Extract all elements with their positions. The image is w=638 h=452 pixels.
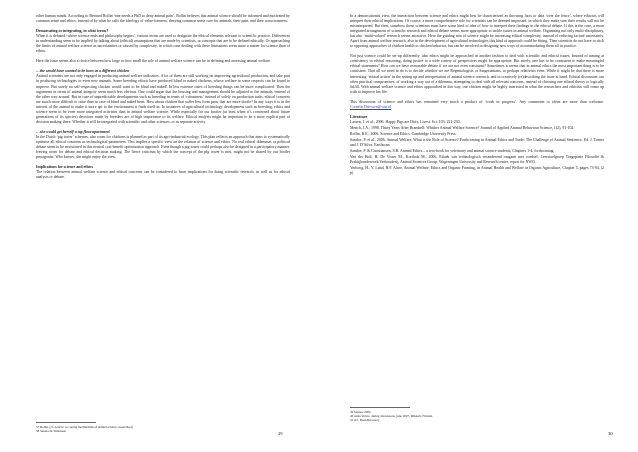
reference-item: Mench, J.A., 1998, Thirty Years After Brambell: Whither Animal Welfare Science? Journal of Applied Animal Behaviour Science, 1(2), 91-102. — [350, 125, 575, 130]
footnote: 41 [Cf. BookDeGroot] — [350, 418, 379, 423]
right-footnotes — [350, 407, 604, 423]
reference-item: Sandoe, P. et al., 2006, Animal Welfare, What is the Role of Science? Forthcoming in Animal Ethics and Trade: The Challenge of Animal Sentience, Ed. J. Turner and J. D’Silva, Earthscan. — [350, 137, 604, 148]
section-heading: Demarcating or integrating, in what terms? — [36, 29, 109, 34]
page-number: 30 — [608, 431, 613, 436]
footnote-rule — [350, 407, 410, 408]
footnote: 40 Anna Valros, during discussions, june 2007, Mikkeli, Finland. — [350, 414, 433, 419]
paragraph: Animal scientists are not only engaged in producing animal welfare indicators. A lot of them are still working on improving agricultural production, and take part in producing technologies or even new animals. Some breeding efforts have produced blind or naked chickens, whose welfare in some respects can be found to improve. But surely no self-respecting chicken would want to be blind and naked! In less extreme cases of breeding things can be more complicated. Then the arguments in terms of animal integrity seem much less obvious. One could argue that the housing and management should be adjusted to the animals, instead of the other way around. But in case of unpredictable developments such as breeding in terms of ‘robustness’ instead of solely on production traits, ethical concerns are much more difficult to raise than in case of blind and naked hens. How about chicken that suffer less from pain, that are more docile? In any ways it is in the interest of the animal to make it more apt to the environment it finds itself in. In instances of agricultural technology development such as breeding, ethics and science seem to be even more integrated activities than in animal welfare science. While especially for our broiler (at least when it’s concerned about future generations of its species) decisions made by breeders are of high importance to its welfare. Ethical analysis might be important to be a more explicit part of decision making there. Whether it will be integrated with scientific and other sciences, or as separate activity. — [36, 74, 290, 124]
left-footnotes — [36, 422, 290, 433]
section-heading: …she would get herself a top floor apartment! — [36, 129, 111, 134]
reference-item: Verhoog, H., V. Lund, H.F. Alroe, Animal Welfare, Ethics and Organic Farming, in Animal Health and Welfare in Organic Agriculture, Chapter 5, pages 73-94, (2 p) — [350, 166, 604, 176]
reference-item: Van der Bolt, H. De Visser M., Korthals M., 2006, Ethiek van technologisch veranderend omgaan met voedsel. Leerstoelgroep Toegepaste Filosofie & Praktijkonderzoek Veehouderij, Animal Sciences Group, Wageningen University and Research center, report for NWO. — [350, 155, 604, 165]
paragraph — [350, 100, 604, 110]
paragraph: other human minds. According to Bernard Rollin ‘one needs a PhD to deny animal pain’. Rollin believes that animal science should be informed and motivated by common sense and ethics, instead of by what he calls the ideology of value-freeness, denying common sense care for animals, their pain, and their consciousness. — [36, 14, 290, 24]
literature-heading: Literature — [350, 114, 368, 119]
paragraph: The relation between animal welfare science and ethical concerns can be considered to have implications for doing scientific research, as well as for ethical analysis or debate. — [36, 170, 290, 180]
right-page — [319, 0, 638, 452]
section-heading: …the would have wanted to be born as a different chicken — [36, 69, 130, 74]
paragraph: When it is debated ‘where science ends and philosophy begins’, various terms are used to designate the ethical elements relevant to scientific practice. Differences in understanding seem to be implied by talking about (ethical) assumptions that are made by scientists, or concepts that are to be defined ethically. Or approaching the limits of animal welfare science as uncertainties or caused by complexity, in which case dealing with these limitations seem more a matter for science than of ethics. — [36, 34, 290, 54]
footnote-rule — [36, 422, 96, 423]
contact-email-link[interactable]: Cornelis.Driessen@wur.nl — [350, 104, 392, 109]
footnote: 37 Rollin, (cf. Article: as coping mechanisms of animal science researchers) — [36, 425, 134, 429]
reference-item: Lassen, J. et al., 2006, Happy Pigs are Dirty, Livest. Sci. 103: 221-230. — [350, 119, 461, 124]
reference-item: Sandoe, P. & Christiansen, S.B. Animal Ethics – a text-book for veterinary and animal science students, Chapters 1-4, forthcoming. — [350, 149, 555, 154]
footnote: 38 Sandoe & Simonsen — [36, 429, 67, 434]
page-number: 29 — [278, 431, 283, 436]
footnote: 39 Sandoe 2006 — [350, 410, 371, 414]
reference-list — [350, 120, 604, 176]
paragraph: Here the issue seems also a choice between how large or how small the role of animal welfare science can be in defining and assessing animal welfare. — [36, 59, 271, 64]
paragraph: In a demarcationist view, the interaction between science and ethics might best be characterized as throwing facts or data ‘over the fence’, where ethicists will interpret their ethical implications. Of course, a more comprehensive role for scientists can be deemed important, in which they make sure their results will not be misinterpreted. But then, somehow these scientists must have some kind of idea of how to interpret their findings in the ethical debate. If this is the case, a more integrated arrangement of scientific research and ethical debate seems more appropriate to tackle issues in animal welfare. Organizing not only multi-disciplinary, but also ‘multi-valued’ research seems attractive. Here the guiding aim of science might be increasing ethical complexity, instead of reducing factual uncertainty. Apart from animal welfare research, also in the development of agricultural technologies this kind of approach could be fitting. Then scientists do not have to stick to opposing approaches of chicken health to chicken behavior, but can be involved in designing new ways of accommodating them all in practice. — [350, 14, 604, 49]
paragraph: In the Dutch ‘pig tower’ schemes, also room for chickens is planned as part of its agri-industrial ecology. This plan reflects an approach that aims to systematically optimise all ethical concerns as technological parameters. This implies a specific view on the relation of science and ethics. No real ethical dilemmas or political debate seem to be envisioned in this neutral cost-benefit optimisation approach. Even though a pig tower could perhaps also be designed in a participatory manner, leaving room for debate and ethical decision making. The fierce criticism by which the concept of the pig tower is met, might not be shared by our broiler protagonist. Who knows, she might enjoy the view. — [36, 134, 290, 160]
paragraph: Not just science could be set-up differently; also ethics might be approached in another fashion to deal with scientific and ethical issues. Instead of aiming at consistency in ethical reasoning, doing justice to a wide variety of perspectives might be appropriate. But surely, one has to be consistent to make meaningful ethical statements? How can we have reasonable debate if we are not even consistent? Sometimes it seems that in animal ethics the most important thing is to be consistent. That all we need to do is to decide whether we are Regentologists or Singerianians, or perhaps relativists even. While it might be that there is more interesting ‘ethical action’ in the setting up and interpretation of animal science research, and in creatively (re)describing the issue at hand. Ethical discussion can often practical compromises, of working a way out of a dilemma, attempting to deal with all relevant concerns, instead of choosing one ethical theory to logically fulfill. With animal welfare science and ethics approached in this way, our chicken might be highly interested in what the researchers and ethicists will come up with to improve her life. — [350, 54, 604, 94]
closing-text: This discussion of science and ethics has remained very much a product of ‘work in progress’. Any comments or ideas are more than welcome. — [350, 99, 604, 104]
left-text-column — [36, 14, 290, 185]
section-heading: Implications for science and ethics — [36, 165, 93, 170]
reference-item: Rollin, B.E., 2006, Science and Ethics, Cambridge University Press. — [350, 131, 457, 136]
right-text-column — [350, 14, 604, 177]
